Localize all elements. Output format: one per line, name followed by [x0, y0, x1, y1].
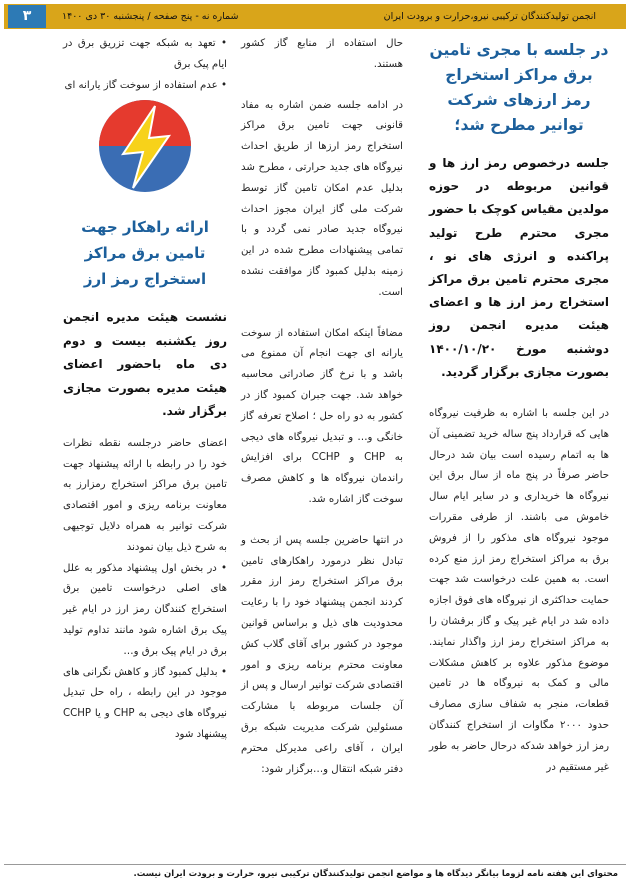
article2-headline: ارائه راهکار جهت تامین برق مراکز استخراج رمز ارز: [81, 218, 209, 289]
page-footer: محتوای این هفته نامه لزوما بیانگر دیدگاه ها و مواضع انجمن تولیدکنندگان ترکیبی نیرو، حرارت و برودت ایران نیست.: [4, 864, 626, 884]
bullet-item: • تعهد به شبکه جهت تزریق برق در ایام پیک برق: [63, 34, 227, 76]
bullet-item: • عدم استفاده از سوخت گاز یارانه ای: [63, 76, 227, 97]
article1-paragraph: در انتها حاضرین جلسه پس از بحث و تبادل نظر درمورد راهکارهای تامین برق مراکز استخراج رمز ارز مقرر کردند انجمن پیشنهاد خود را با رعایت محدودیت های ذیل و براساس قوانین موجود در کشور برای آقای گلاب کش معاونت محترم برنامه ریزی و امور اقتصادی شرکت توانیر ارسال و پس از آن جلسات مربوطه با مشارکت مسئولین شرکت مدیریت شبکه برق ایران ، آقای راعی مدیرکل محترم دفتر شبکه انتقال و…برگزار شود:: [241, 534, 403, 775]
newsletter-title: انجمن تولیدکنندگان ترکیبی نیرو،حرارت و برودت ایران: [383, 11, 596, 22]
issue-info: شماره نه - پنج صفحه / پنجشنبه ۳۰ دی ۱۴۰۰: [62, 11, 239, 22]
bullet-item: • بدلیل کمبود گاز و کاهش نگرانی های موجود در این رابطه ، راه حل تبدیل نیروگاه های دیجی به CHP و یا CCHP پیشنهاد شود: [63, 663, 227, 746]
column-middle: [241, 34, 403, 780]
column-left: [63, 34, 227, 746]
article1-headline: در جلسه با مجری تامین برق مراکز استخراج رمز ارزهای شرکت توانیر مطرح شد؛: [429, 41, 609, 134]
page-number: ۳: [8, 5, 46, 28]
article1-body-cont: حال استفاده از منابع گاز کشور هستند.: [241, 38, 403, 70]
article2-lead: نشست هیئت مدیره انجمن روز یکشنبه بیست و دوم دی ماه باحضور اعضای هیئت مدیره بصورت مجازی برگزار شد.: [63, 310, 227, 419]
page-header: [4, 4, 626, 29]
article1-lead: جلسه درخصوص رمز ارز ها و قوانین مربوطه در حوزه مولدین مقیاس کوچک با حضور مجری محترم طرح تولید پراکنده و انرژی های نو ، مجری محترم تامین برق مراکز استخراج رمز ارز ها و اعضای هیئت مدیره انجمن روز دوشنبه مورخ ۱۴۰۰/۱۰/۲۰ بصورت مجازی برگزار گردید.: [429, 156, 609, 379]
lightning-bolt-icon: [95, 96, 195, 196]
bullet-item: • در بخش اول پیشنهاد مذکور به علل های اصلی درخواست تامین برق استخراج کنندگان رمز ارز در ایام غیر پیک برق اشاره شود مانند تداوم تولید برق در ایام پیک برق و…: [63, 559, 227, 663]
article2-body: اعضای حاضر درجلسه نقطه نظرات خود را در رابطه با ارائه پیشنهاد جهت تامین برق مراکز استخراج رمزارز به معاونت برنامه ریزی و امور اقتصادی شرکت توانیر به همراه دلایل توجیهی به شرح ذیل بیان نمودند: [63, 437, 227, 553]
article1-body: در این جلسه با اشاره به ظرفیت نیروگاه هایی که قرارداد پنج ساله خرید تضمینی آن ها به اتمام رسیده است بیان شد درحال حاضر صرفاً در پنج ماه از سال برق این نیروگاه ها خریداری و در سایر ایام سال خاموش می باشند. از طرفی مقررات موجود نیروگاه های مذکور را از فروش برق به مراکز استخراج رمز ارز منع کرده است. به همین علت درخواست شد جهت حمایت حداکثری از نیروگاه های فوق اجازه داده شد در ایام غیر پیک و گاز برقشان را به مراکز استخراج رمز ارز واگذار نمایند. موضوع مذکور علاوه بر کاهش مشکلات مالی و کمک به نیروگاه ها در تامین قطعات، منجر به شفاف سازی مصارف حدود ۲۰۰۰ مگاوات از استخراج کنندگان رمز ارز خواهد شدکه درحال حاضر به طور غیر مستقیم در: [429, 408, 610, 773]
article1-paragraph: مضافاً اینکه امکان استفاده از سوخت یارانه ای جهت انجام آن ممنوع می باشد و با نرخ گاز صادراتی محاسبه خواهد شد. جهت جبران کمبود گاز در کشور به دو راه حل ؛ اصلاح تعرفه گاز خانگی و… و تبدیل نیروگاه های دیجی به CHP و CCHP برای افزایش راندمان نیروگاه ها و کاهش مصرف سوخت گاز اشاره شد.: [241, 327, 403, 505]
column-right: [429, 34, 609, 778]
article1-paragraph: در ادامه جلسه ضمن اشاره به مفاد قانونی جهت تامین برق مراکز استخراج رمز ارزها از طریق احداث نیروگاه های جدید حرارتی ، مطرح شد بدلیل عدم امکان تامین گاز توسط شرکت ملی گاز ایران مجوز احداث نیروگاه جدید صادر نمی گردد و با تمامی پیشنهادات مطرح شده در این زمینه بدلیل کمبود گاز موافقت نشده است.: [241, 99, 403, 298]
